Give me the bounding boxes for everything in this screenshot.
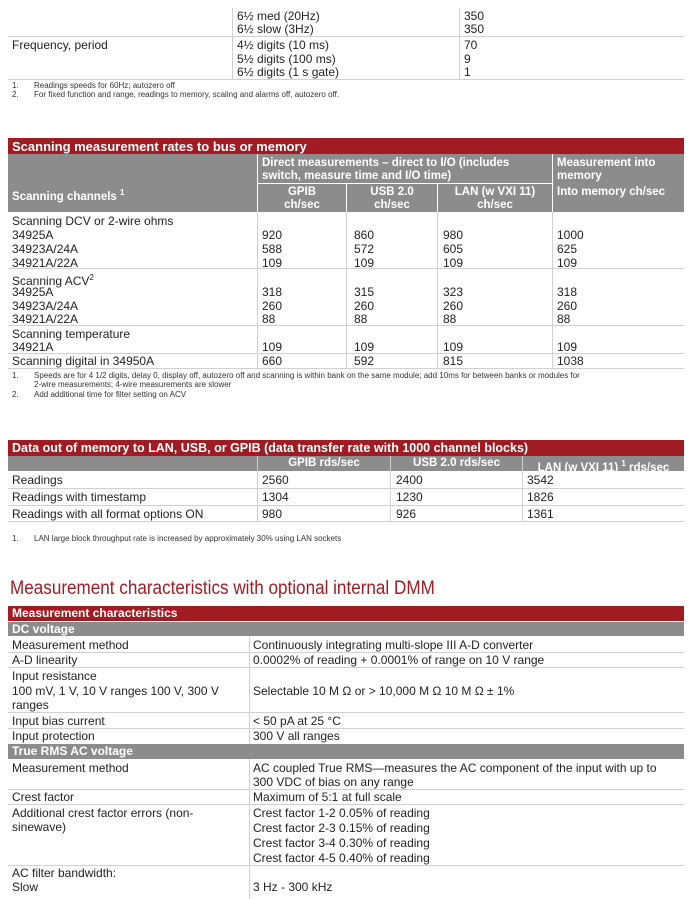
col-unit: ch/sec bbox=[284, 199, 320, 211]
usb-cell: 1230 bbox=[396, 490, 423, 504]
mode-cell: 5½ digits (100 ms) bbox=[237, 52, 336, 66]
row-name: Readings bbox=[12, 473, 63, 487]
spec-label: Crest factor bbox=[12, 790, 75, 804]
footnote-text: For fixed function and range, readings to memory, scaling and alarms off, autozero off. bbox=[34, 90, 340, 99]
memory-header: Measurement into bbox=[557, 157, 656, 169]
spec-value: 3 Hz - 300 kHz bbox=[253, 880, 333, 894]
spec-value: < 50 pA at 25 °C bbox=[253, 714, 341, 728]
row-name: 34921A bbox=[12, 340, 54, 354]
usb-cell: 926 bbox=[396, 507, 417, 521]
ac-voltage-title: True RMS AC voltage bbox=[12, 744, 133, 758]
value-cell: 70 bbox=[464, 38, 478, 52]
spec-label: Slow bbox=[12, 880, 39, 894]
row-name: Scanning digital in 34950A bbox=[12, 354, 155, 368]
gpib-cell: 109 bbox=[262, 256, 283, 270]
footnote-number: 1. bbox=[12, 371, 19, 380]
lan-cell: 1826 bbox=[527, 490, 554, 504]
frequency-period-label: Frequency, period bbox=[12, 38, 108, 52]
footnote-number: 2. bbox=[12, 90, 19, 99]
usb-cell: 109 bbox=[354, 340, 375, 354]
col-unit: ch/sec bbox=[374, 199, 410, 211]
row-name: 34925A bbox=[12, 228, 54, 242]
dmm-bar-title: Measurement characteristics bbox=[12, 606, 178, 620]
lan-cell: 323 bbox=[443, 285, 464, 299]
spec-label: Input protection bbox=[12, 729, 95, 743]
row-name: Readings with timestamp bbox=[12, 490, 147, 504]
footnote-number: 1. bbox=[12, 534, 19, 543]
row-name: 34925A bbox=[12, 285, 54, 299]
col-into-memory: Into memory ch/sec bbox=[557, 186, 666, 198]
usb-cell: 88 bbox=[354, 312, 368, 326]
transfer-title-bar bbox=[8, 440, 684, 456]
value-cell: 9 bbox=[464, 52, 471, 66]
mode-cell: 6½ slow (3Hz) bbox=[237, 22, 314, 36]
lan-cell: 109 bbox=[443, 340, 464, 354]
spec-label: Input resistance bbox=[12, 669, 97, 683]
lan-cell: 109 bbox=[443, 256, 464, 270]
footnote-text: Readings speeds for 60Hz; autozero off bbox=[34, 81, 175, 90]
row-name: Readings with all format options ON bbox=[12, 507, 204, 521]
lan-cell: 980 bbox=[443, 228, 464, 242]
mode-cell: 4½ digits (10 ms) bbox=[237, 38, 330, 52]
row-name: 34921A/22A bbox=[12, 312, 79, 326]
col-scanning-channels bbox=[12, 186, 124, 204]
col-usb-rds: USB 2.0 rds/sec bbox=[413, 457, 500, 469]
footnote-marker: 1 bbox=[621, 459, 626, 468]
col-gpib: GPIB bbox=[287, 186, 317, 198]
direct-header: Direct measurements – direct to I/O (includes bbox=[262, 157, 510, 169]
spec-label: Measurement method bbox=[12, 638, 129, 652]
mem-cell: 260 bbox=[557, 299, 578, 313]
usb-cell: 109 bbox=[354, 256, 375, 270]
group-temperature: Scanning temperature bbox=[12, 327, 131, 341]
col-unit: ch/sec bbox=[477, 199, 513, 211]
row-name: 34921A/22A bbox=[12, 256, 79, 270]
footnote-text: LAN large block throughput rate is increased by approximately 30% using LAN sockets bbox=[34, 534, 342, 543]
col-lan: LAN (w VXI 11) bbox=[454, 186, 536, 198]
usb-cell: 315 bbox=[354, 285, 375, 299]
value-cell: 1 bbox=[464, 65, 471, 79]
gpib-cell: 920 bbox=[262, 228, 283, 242]
mode-cell: 6½ med (20Hz) bbox=[237, 9, 320, 23]
memory-header-line2: memory bbox=[557, 170, 602, 182]
lan-cell: 815 bbox=[443, 354, 464, 368]
mem-cell: 625 bbox=[557, 242, 578, 256]
gpib-cell: 88 bbox=[262, 312, 276, 326]
dc-voltage-title: DC voltage bbox=[12, 622, 75, 636]
lan-cell: 88 bbox=[443, 312, 457, 326]
footnote-text: Speeds are for 4 1/2 digits, delay 0, display off, autozero off and scanning is within bank on the same module; add 10ms for between banks or modules for bbox=[34, 371, 580, 380]
section-heading: Measurement characteristics with optional internal DMM bbox=[10, 578, 435, 599]
col-gpib-rds: GPIB rds/sec bbox=[288, 457, 360, 469]
lan-cell: 260 bbox=[443, 299, 464, 313]
spec-value: Crest factor 2-3 0.15% of reading bbox=[253, 821, 430, 835]
mem-cell: 318 bbox=[557, 285, 578, 299]
footnote-marker: 2 bbox=[89, 273, 94, 282]
usb-cell: 2400 bbox=[396, 473, 423, 487]
spec-value: 0.0002% of reading + 0.0001% of range on 10 V range bbox=[253, 653, 545, 667]
dc-voltage-bar bbox=[8, 622, 684, 636]
group-dcv: Scanning DCV or 2-wire ohms bbox=[12, 214, 174, 228]
mem-cell: 88 bbox=[557, 312, 571, 326]
gpib-cell: 980 bbox=[262, 507, 283, 521]
spec-value: Crest factor 4-5 0.40% of reading bbox=[253, 851, 430, 865]
gpib-cell: 260 bbox=[262, 299, 283, 313]
usb-cell: 860 bbox=[354, 228, 375, 242]
col-scanning-channels-label: Scanning channels bbox=[12, 190, 117, 203]
gpib-cell: 660 bbox=[262, 354, 283, 368]
spec-label-cont: 100 mV, 1 V, 10 V ranges 100 V, 300 V bbox=[12, 684, 219, 698]
scan-title-bar bbox=[8, 138, 684, 154]
scan-title: Scanning measurement rates to bus or memory bbox=[12, 139, 307, 154]
col-lan-rds-label: LAN (w VXI 11) bbox=[537, 461, 619, 474]
gpib-cell: 2560 bbox=[262, 473, 289, 487]
gpib-cell: 109 bbox=[262, 340, 283, 354]
lan-cell: 3542 bbox=[527, 473, 554, 487]
spec-label: Input bias current bbox=[12, 714, 105, 728]
mem-cell: 1000 bbox=[557, 228, 584, 242]
usb-cell: 260 bbox=[354, 299, 375, 313]
mem-cell: 1038 bbox=[557, 354, 584, 368]
spec-value: Selectable 10 M Ω or > 10,000 M Ω 10 M Ω ± 1% bbox=[253, 684, 515, 698]
usb-cell: 592 bbox=[354, 354, 375, 368]
col-lan-rds-unit: rds/sec bbox=[629, 461, 670, 474]
spec-label: Measurement method bbox=[12, 761, 129, 775]
footnote-marker: 1 bbox=[120, 188, 125, 197]
ac-voltage-bar bbox=[8, 744, 684, 759]
row-name: 34923A/24A bbox=[12, 299, 79, 313]
transfer-title: Data out of memory to LAN, USB, or GPIB (data transfer rate with 1000 channel blocks) bbox=[12, 441, 529, 455]
spec-value: AC coupled True RMS—measures the AC component of the input with up to bbox=[253, 761, 657, 775]
mem-cell: 109 bbox=[557, 256, 578, 270]
mem-cell: 109 bbox=[557, 340, 578, 354]
value-cell: 350 bbox=[464, 9, 485, 23]
spec-label-cont: sinewave) bbox=[12, 820, 67, 834]
row-name: 34923A/24A bbox=[12, 242, 79, 256]
lan-cell: 1361 bbox=[527, 507, 554, 521]
spec-label-cont: ranges bbox=[12, 698, 49, 712]
footnote-text-cont: 2-wire measurements; 4-wire measurements are slower bbox=[34, 380, 232, 389]
spec-value: Crest factor 3-4 0.30% of reading bbox=[253, 836, 430, 850]
usb-cell: 572 bbox=[354, 242, 375, 256]
col-usb: USB 2.0 bbox=[370, 186, 414, 198]
spec-label: A-D linearity bbox=[12, 653, 78, 667]
spec-label: Additional crest factor errors (non- bbox=[12, 806, 194, 820]
dmm-title-bar bbox=[8, 606, 684, 621]
direct-header-line2: switch, measure time and I/O time) bbox=[262, 170, 452, 182]
value-cell: 350 bbox=[464, 22, 485, 36]
mode-cell: 6½ digits (1 s gate) bbox=[237, 65, 340, 79]
footnote-number: 2. bbox=[12, 390, 19, 399]
lan-cell: 605 bbox=[443, 242, 464, 256]
footnote-text: Add additional time for filter setting on ACV bbox=[34, 390, 187, 399]
spec-value: Continuously integrating multi-slope III A-D converter bbox=[253, 638, 534, 652]
spec-value: Crest factor 1-2 0.05% of reading bbox=[253, 806, 430, 820]
gpib-cell: 318 bbox=[262, 285, 283, 299]
spec-value: Maximum of 5:1 at full scale bbox=[253, 790, 402, 804]
spec-label: AC filter bandwidth: bbox=[12, 866, 117, 880]
group-acv-label: Scanning ACV bbox=[12, 274, 90, 288]
footnote-number: 1. bbox=[12, 81, 19, 90]
spec-value: 300 V all ranges bbox=[253, 729, 340, 743]
gpib-cell: 588 bbox=[262, 242, 283, 256]
spec-value-cont: 300 VDC of bias on any range bbox=[253, 775, 414, 789]
gpib-cell: 1304 bbox=[262, 490, 289, 504]
